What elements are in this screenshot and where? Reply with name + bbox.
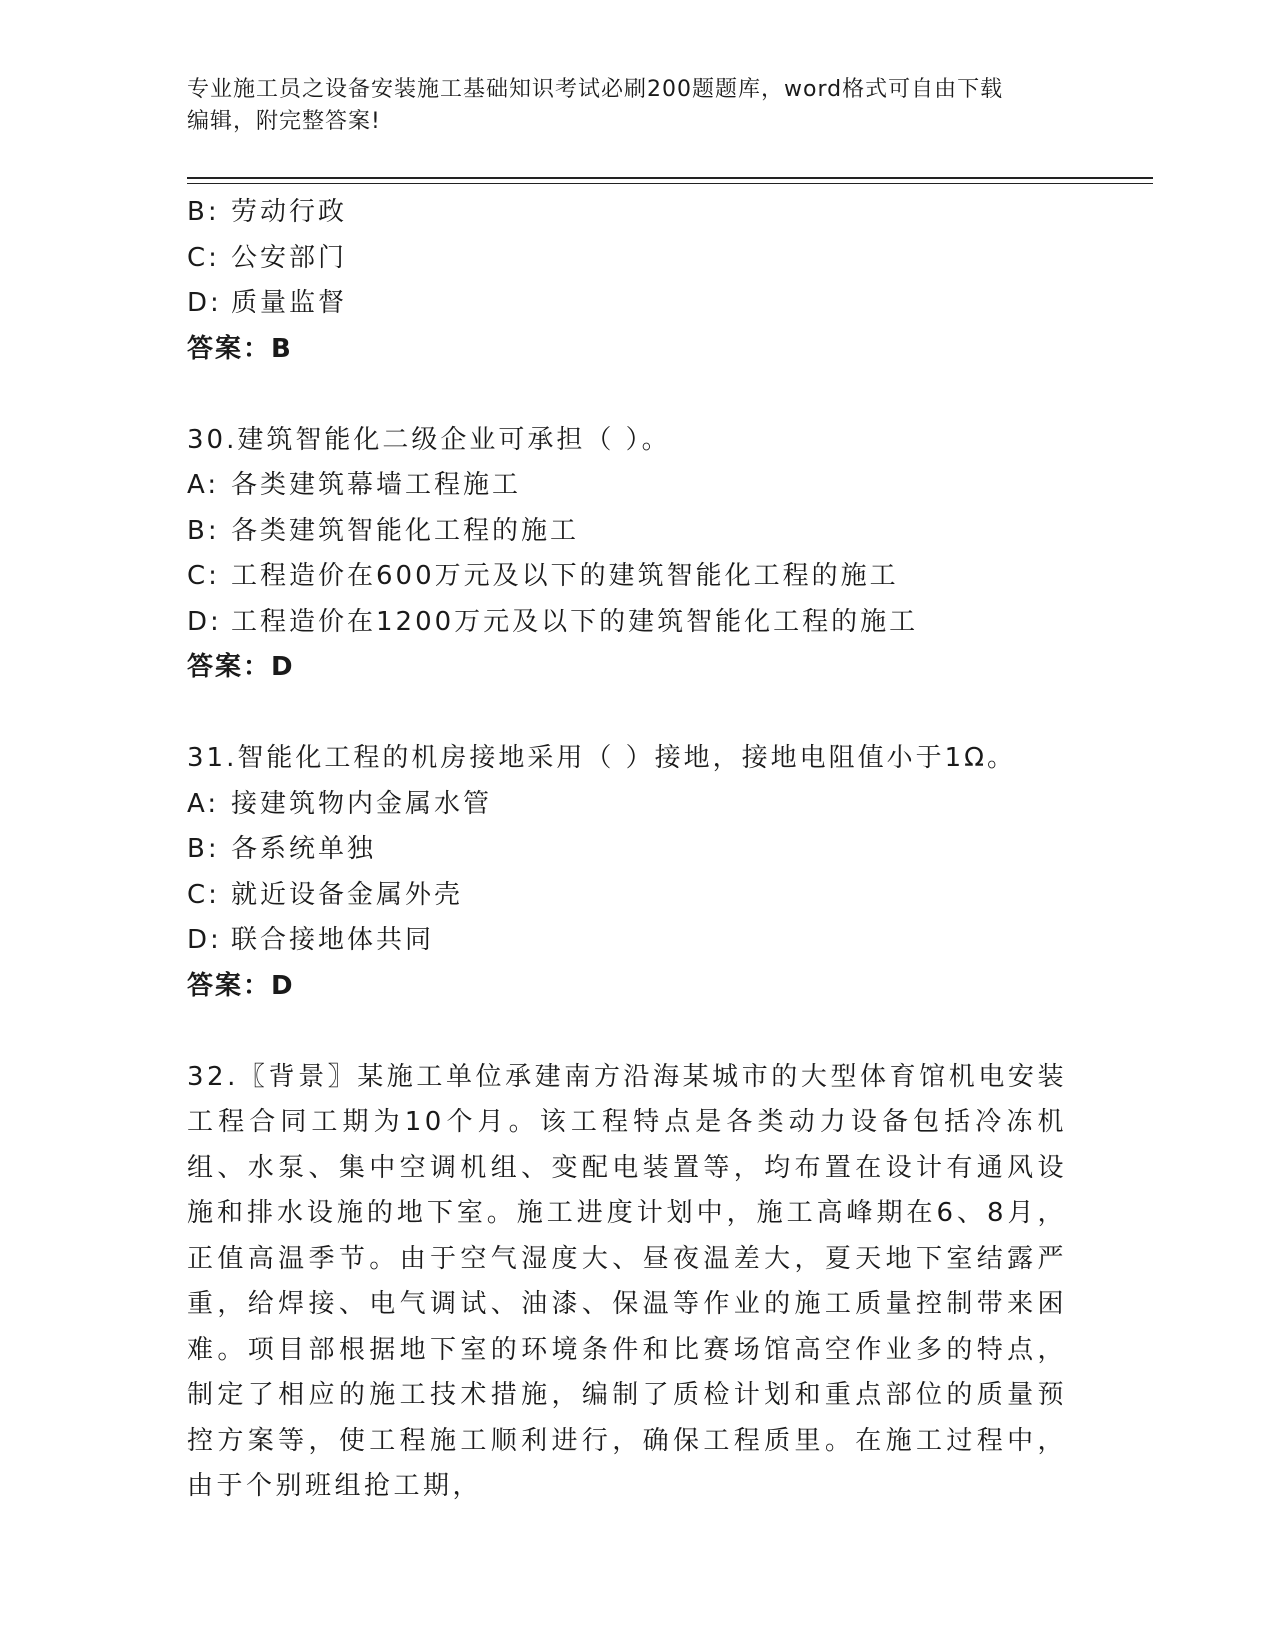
q32-background-text: 32.〖背景〗某施工单位承建南方沿海某城市的大型体育馆机电安装工程合同工期为10个月。该工程特点是各类动力设备包括冷冻机组、水泵、集中空调机组、变配电装置等，均布置在设计有通风设施和排水设施的地下室。施工进度计划中，施工高峰期在6、8月，正值高温季节。由于空气湿度大、昼夜温差大，夏天地下室结露严重，给焊接、电气调试、油漆、保温等作业的施工质量控制带来困难。项目部根据地下室的环境条件和比赛场馆高空作业多的特点，制定了相应的施工技术措施，编制了质检计划和重点部位的质量预控方案等，使工程施工顺利进行，确保工程质里。在施工过程中，由于个别班组抢工期， — [187, 1061, 1067, 1501]
option-letter: A: — [187, 470, 220, 500]
q29-option-b — [187, 190, 1087, 236]
option-text: 公安部门 — [231, 242, 348, 273]
option-text: 各类建筑幕墙工程施工 — [231, 470, 522, 500]
option-letter: D: — [187, 606, 222, 637]
q30-answer: 答案：D — [187, 652, 295, 682]
q29-answer: 答案：B — [187, 333, 293, 364]
q29-option-c — [187, 236, 1087, 282]
q31-option-d — [187, 918, 1087, 964]
option-text: 工程造价在600万元及以下的建筑智能化工程的施工 — [231, 561, 899, 591]
option-text: 就近设备金属外壳 — [231, 879, 464, 910]
spacer — [187, 372, 1087, 418]
header-divider-thick — [187, 177, 1153, 179]
header-divider-thin — [187, 183, 1153, 184]
option-text: 接建筑物内金属水管 — [231, 788, 493, 819]
q30-option-d — [187, 600, 1087, 646]
q30-question: 30.建筑智能化二级企业可承担（ ）。 — [187, 424, 671, 455]
q31-answer: 答案：D — [187, 970, 295, 1001]
option-text: 各系统单独 — [231, 834, 377, 864]
option-letter: D: — [187, 925, 222, 955]
option-text: 各类建筑智能化工程的施工 — [231, 515, 580, 546]
spacer — [187, 691, 1087, 737]
document-body — [187, 190, 1087, 1510]
option-text: 劳动行政 — [231, 197, 348, 227]
option-letter: C: — [187, 242, 220, 273]
option-letter: B: — [187, 834, 220, 864]
document-header — [187, 74, 1067, 138]
q31-option-c — [187, 873, 1087, 919]
spacer — [187, 1009, 1087, 1055]
option-letter: C: — [187, 879, 220, 910]
q31-option-b — [187, 827, 1087, 873]
option-letter: B: — [187, 515, 220, 546]
option-letter: A: — [187, 788, 220, 819]
q30-option-b — [187, 509, 1087, 555]
option-text: 质量监督 — [231, 288, 348, 318]
q31-option-a — [187, 782, 1087, 828]
header-title-line-2: 编辑，附完整答案! — [187, 109, 381, 134]
q30-option-a — [187, 463, 1087, 509]
option-text: 工程造价在1200万元及以下的建筑智能化工程的施工 — [231, 606, 919, 637]
option-letter: B: — [187, 197, 220, 227]
header-title-line-1: 专业施工员之设备安装施工基础知识考试必刷200题题库，word格式可自由下载 — [187, 77, 1004, 102]
option-letter: C: — [187, 561, 220, 591]
option-text: 联合接地体共同 — [231, 925, 435, 955]
q31-question: 31.智能化工程的机房接地采用（ ）接地，接地电阻值小于1Ω。 — [187, 743, 1017, 773]
option-letter: D: — [187, 288, 222, 318]
q30-option-c — [187, 554, 1087, 600]
q29-option-d — [187, 281, 1087, 327]
